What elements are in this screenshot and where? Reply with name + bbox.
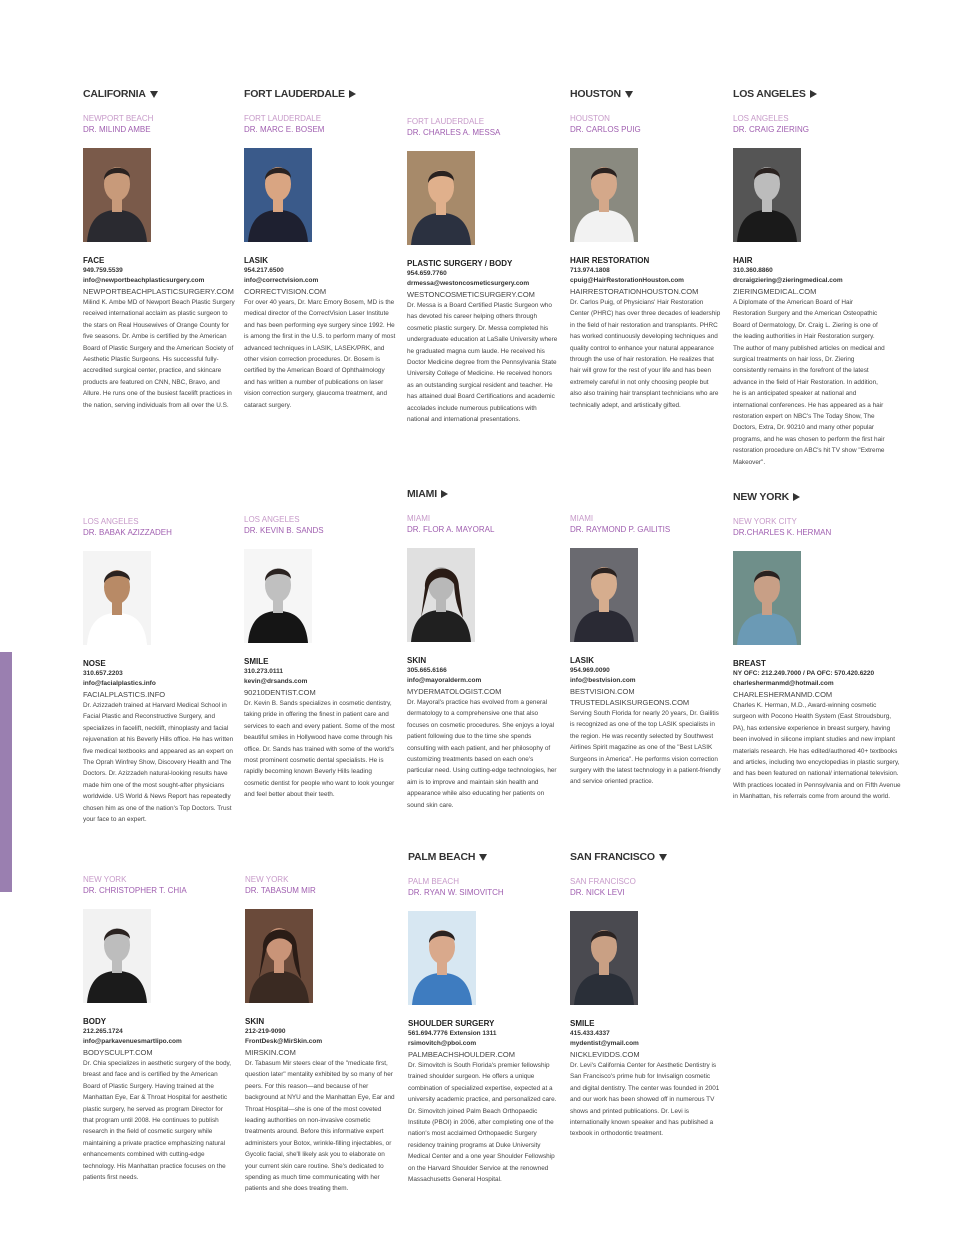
region-heading — [570, 88, 633, 100]
doctor-name: DR. CARLOS PUIG — [570, 125, 641, 134]
doctor-card — [83, 874, 235, 1183]
doctor-name: DR. RYAN W. SIMOVITCH — [408, 888, 504, 897]
phone-number: 212.265.1724 — [83, 1028, 123, 1035]
region-heading — [83, 88, 158, 100]
portrait-image — [408, 911, 476, 1005]
website-link[interactable]: CHARLESHERMANMD.COM — [733, 690, 833, 699]
portrait-image — [83, 551, 151, 645]
doctor-photo — [83, 551, 151, 645]
doctor-bio: Serving South Florida for nearly 20 years, Dr. Gailitis is recognized as one of the top LASIK specialists in the region. He was recently selected by Southwest Airlines Spirit magazine as one of the "Best LASIK Surgeons in America". He performs vision correction surgery with the latest technology in a patient-friendly and service oriented practice. — [570, 710, 721, 786]
city-label: NEW YORK CITY — [733, 517, 797, 526]
email-link[interactable]: info@mayoralderm.com — [407, 677, 482, 684]
doctor-bio: Dr. Carlos Puig, of Physicians' Hair Restoration Center (PHRC) has over three decades of leadership in the field of hair restoration and transplants. PHRC has worked continuously developing techniques and quality control to enhance your natural appearance through the use of hair restoration. He realizes that hair will grow for the rest of your life and has been extremely careful in not only choosing people but also also training hair transplant technicians who are technically adept, and artistically gifted. — [570, 299, 721, 409]
specialty-label: SKIN — [245, 1017, 265, 1026]
specialty-label: SHOULDER SURGERY — [408, 1019, 495, 1028]
website-link[interactable]: PALMBEACHSHOULDER.COM — [408, 1050, 515, 1059]
email-link[interactable]: kevin@drsands.com — [244, 678, 308, 685]
region-heading — [407, 488, 448, 500]
doctor-name: DR. CRAIG ZIERING — [733, 125, 810, 134]
website-link-secondary[interactable]: TRUSTEDLASIKSURGEONS.COM — [570, 698, 690, 707]
doctor-card — [570, 513, 722, 788]
portrait-image — [570, 548, 638, 642]
doctor-bio: Milind K. Ambe MD of Newport Beach Plastic Surgery received international acclaim as plastic surgeon to the stars on Real Housewives of Orange County for five seasons. Dr. Ambe is certified by the American Board of Plastic Surgery and the American Society of Aesthetic Plastic Surgeons. His successful fully-accredited surgical center, practice, and skincare products are featured on CNN, NBC, Bravo, and Allure. He runs one of the busiest facelift practices in the nation, serving individuals from all over the U.S. — [83, 299, 235, 409]
website-link[interactable]: WESTONCOSMETICSURGERY.COM — [407, 290, 535, 299]
doctor-bio: Dr. Simovitch is South Florida's premier fellowship trained shoulder surgeon. He offers a unique combination of specialized expertise, expected at a university academic practice, and personalized care. Dr. Simovitch joined Palm Beach Orthopaedic Institute (PBOI) in 2006, after completing one of the nation's most acclaimed Orthopaedic Surgery residency training programs at Duke University Medical Center and a one year Shoulder Fellowship on the Harvard Shoulder Service at the renowned Massachusetts General Hospital. — [408, 1062, 557, 1184]
doctor-photo — [244, 549, 312, 643]
doctor-photo — [570, 911, 638, 1005]
city-label: NEW YORK — [245, 875, 289, 884]
doctor-bio: Dr. Kevin B. Sands specializes in cosmetic dentistry, taking pride in offering the finest in patient care and services to each and every patient. Some of the most beautiful smiles in Hollywood have come through his office. Dr. Sands has trained with some of the world's most prominent cosmetic dental specialists. He is rapidly becoming known Beverly Hills leading cosmetic dentist for people who want to look younger and feel better about their teeth. — [244, 700, 395, 799]
region-label: NEW YORK — [733, 491, 789, 503]
city-label: NEWPORT BEACH — [83, 114, 154, 123]
website-link[interactable]: BODYSCULPT.COM — [83, 1048, 153, 1057]
doctor-photo — [83, 148, 151, 242]
triangle-right-icon — [793, 493, 800, 501]
portrait-image — [733, 551, 801, 645]
doctor-name: DR. TABASUM MIR — [245, 886, 316, 895]
doctor-name: DR.CHARLES K. HERMAN — [733, 528, 832, 537]
specialty-label: SMILE — [244, 657, 269, 666]
doctor-name: DR. CHARLES A. MESSA — [407, 128, 501, 137]
portrait-image — [83, 148, 151, 242]
doctor-photo — [83, 909, 151, 1003]
city-label: LOS ANGELES — [83, 517, 139, 526]
email-link[interactable]: drmessa@westoncosmeticsurgery.com — [407, 280, 530, 287]
email-link[interactable]: FrontDesk@MirSkin.com — [245, 1038, 323, 1045]
doctor-card — [408, 851, 560, 1185]
website-link[interactable]: BESTVISION.COM — [570, 687, 635, 696]
specialty-label: LASIK — [570, 656, 594, 665]
portrait-image — [733, 148, 801, 242]
email-link[interactable]: rsimovitch@pboi.com — [408, 1040, 477, 1047]
city-label: HOUSTON — [570, 114, 610, 123]
doctor-bio: Dr. Levi's California Center for Aesthetic Dentistry is San Francisco's prime hub for Invisalign cosmetic and digital dentistry. The center was founded in 2001 and our work has been showed off in numerous TV shows and printed publications. Dr. Levi is internationally known speaker and has published a texbook in orthodontic treatment. — [570, 1062, 720, 1138]
triangle-right-icon — [349, 90, 356, 98]
doctor-card — [733, 88, 885, 468]
phone-number: 954.969.0090 — [570, 667, 610, 674]
doctor-bio: Dr. Tabasum Mir steers clear of the "medicate first, question later" mentality exhibited by so many of her peers. For this reason—and because of her background at NYU and the Manhattan Eye, Ear and Throat Hospital—she is one of the most coveted leading authorities on non-invasive cosmetic treatments around. Before this informative expert administers your Botox, wrinkle-filling injectables, or Gycolic facial, she'll likely ask you to elaborate on your current skin care routine. She's dedicated to spending as much time communicating with her patients and she does treating them. — [245, 1060, 395, 1193]
portrait-image — [407, 548, 475, 642]
region-heading — [570, 851, 667, 863]
city-label: FORT LAUDERDALE — [244, 114, 322, 123]
portrait-image — [570, 911, 638, 1005]
region-label: HOUSTON — [570, 88, 621, 100]
triangle-down-icon — [659, 854, 667, 861]
specialty-label: FACE — [83, 256, 105, 265]
doctor-name: DR. MARC E. BOSEM — [244, 125, 325, 134]
region-label: CALIFORNIA — [83, 88, 146, 100]
city-label: LOS ANGELES — [244, 515, 300, 524]
region-label: SAN FRANCISCO — [570, 851, 655, 863]
specialty-label: LASIK — [244, 256, 268, 265]
email-link[interactable]: info@newportbeachplasticsurgery.com — [83, 277, 205, 284]
doctor-card — [244, 514, 396, 801]
phone-number: 212-219-9090 — [245, 1028, 286, 1035]
doctor-card — [83, 88, 235, 411]
doctor-name: DR. FLOR A. MAYORAL — [407, 525, 495, 534]
doctor-photo — [408, 911, 476, 1005]
triangle-down-icon — [625, 91, 633, 98]
city-label: PALM BEACH — [408, 877, 459, 886]
website-link[interactable]: HAIRRESTORATIONHOUSTON.COM — [570, 287, 699, 296]
city-label: MIAMI — [570, 514, 594, 523]
portrait-image — [245, 909, 313, 1003]
city-label: FORT LAUDERDALE — [407, 117, 485, 126]
phone-number: 310.657.2203 — [83, 670, 123, 677]
region-label: FORT LAUDERDALE — [244, 88, 345, 100]
doctor-card — [570, 851, 722, 1140]
doctor-photo — [244, 148, 312, 242]
website-link[interactable]: MIRSKIN.COM — [245, 1048, 296, 1057]
triangle-down-icon — [150, 91, 158, 98]
phone-number: 561.694.7776 Extension 1311 — [408, 1030, 497, 1037]
city-label: LOS ANGELES — [733, 114, 789, 123]
doctor-photo — [407, 151, 475, 245]
doctor-card — [407, 116, 559, 425]
doctor-bio: Charles K. Herman, M.D., Award-winning cosmetic surgeon with Pocono Health System (East Stroudsburg, PA), has extensive experience in breast surgery, having been involved in silicone implant studies and new implant materials research. He has edited/authored 40+ textbooks and articles, including two encyclopedias in plastic surgery, and has been featured on national/ international television. With practices located in Pennsylvania and on Fifth Avenue in Manhattan, his referrals come from around the world. — [733, 702, 901, 801]
phone-number: 415.433.4337 — [570, 1030, 610, 1037]
doctor-card — [733, 491, 901, 803]
doctor-photo — [733, 551, 801, 645]
doctor-name: DR. BABAK AZIZZADEH — [83, 528, 172, 537]
email-link[interactable]: info@parkavenuesmartlipo.com — [83, 1038, 182, 1045]
website-link[interactable]: ZIERINGMEDICAL.COM — [733, 287, 817, 296]
specialty-label: HAIR RESTORATION — [570, 256, 650, 265]
phone-number: 310.360.8860 — [733, 267, 773, 274]
website-link[interactable]: MYDERMATOLOGIST.COM — [407, 687, 502, 696]
specialty-label: BODY — [83, 1017, 107, 1026]
doctor-photo — [407, 548, 475, 642]
specialty-label: PLASTIC SURGERY / BODY — [407, 259, 513, 268]
doctor-name: DR. NICK LEVI — [570, 888, 625, 897]
triangle-right-icon — [810, 90, 817, 98]
website-link[interactable]: CORRECTVISION.COM — [244, 287, 327, 296]
doctor-bio: Dr. Azizzadeh trained at Harvard Medical School in Facial Plastic and Reconstructive Surgery, and specializes in facelift, necklift, rhinoplasty and facial rejuvenation at his Beverly Hills office. He has written five medical textbooks and appeared as an expert on The Oprah Winfrey Show, Discovery Health and The Doctors. Dr. Azizzadeh natural-looking results have made him one of the most sought-after physicians worldwide. US World & News Report has repeatedly chosen him as one of the nation's Top Doctors. Trust your face to an expert. — [83, 702, 234, 824]
doctor-name: DR. KEVIN B. SANDS — [244, 526, 324, 535]
email-link[interactable]: info@correctvision.com — [244, 277, 319, 284]
doctor-card — [244, 88, 396, 411]
specialty-label: SKIN — [407, 656, 427, 665]
portrait-image — [407, 151, 475, 245]
doctor-name: DR. MILIND AMBE — [83, 125, 151, 134]
specialty-label: NOSE — [83, 659, 106, 668]
phone-number: 713.974.1808 — [570, 267, 610, 274]
region-label: LOS ANGELES — [733, 88, 806, 100]
doctor-photo — [733, 148, 801, 242]
doctor-name: DR. RAYMOND P. GAILITIS — [570, 525, 671, 534]
email-link[interactable]: mydentist@ymail.com — [570, 1040, 639, 1047]
email-link[interactable]: info@bestvision.com — [570, 677, 636, 684]
website-link[interactable]: FACIALPLASTICS.INFO — [83, 690, 166, 699]
phone-number: NY OFC: 212.249.7000 / PA OFC: 570.420.6220 — [733, 670, 875, 677]
phone-number: 954.659.7760 — [407, 270, 447, 277]
doctor-card — [245, 874, 397, 1195]
doctor-photo — [570, 148, 638, 242]
specialty-label: SMILE — [570, 1019, 595, 1028]
doctor-bio: Dr. Chia specializes in aesthetic surgery of the body, breast and face and is certified by the American Board of Plastic Surgery. Having trained at the Manhattan Eye, Ear & Throat Hospital for aesthetic plastic surgery, he served as program Director for that program until 2008. He continues to publish research in the field of cosmetic surgery while maintaining a private practice emphasizing natural enhancements combined with cutting-edge technology. His Manhattan practice focuses on the patients first needs. — [83, 1060, 232, 1182]
portrait-image — [570, 148, 638, 242]
website-link[interactable]: NEWPORTBEACHPLASTICSURGERY.COM — [83, 287, 234, 296]
phone-number: 310.273.0111 — [244, 668, 284, 675]
triangle-right-icon — [441, 490, 448, 498]
phone-number: 949.759.5539 — [83, 267, 123, 274]
city-label: SAN FRANCISCO — [570, 877, 636, 886]
region-heading — [244, 88, 356, 100]
region-label: MIAMI — [407, 488, 437, 500]
specialty-label: BREAST — [733, 659, 766, 668]
region-heading — [408, 851, 487, 863]
phone-number: 954.217.6500 — [244, 267, 284, 274]
doctor-bio: Dr. Mayoral's practice has evolved from a general dermatology to a comprehensive one that also focuses on cosmetic procedures. She enjoys a loyal patient following due to the time she spends consulting with each patient, and her philosophy of customizing treatments based on each one's particular need. Using cutting-edge technologies, her aim is to improve and maintain skin health and appearance while also educating her patients on sound skin care. — [407, 699, 557, 809]
triangle-down-icon — [479, 854, 487, 861]
doctor-card — [83, 516, 235, 825]
region-label: PALM BEACH — [408, 851, 476, 863]
website-link[interactable]: NICKLEVIDDS.COM — [570, 1050, 640, 1059]
portrait-image — [83, 909, 151, 1003]
region-heading — [733, 88, 817, 100]
doctor-bio: Dr. Messa is a Board Certified Plastic Surgeon who has devoted his career helping others through cosmetic plastic surgery. Dr. Messa completed his undergraduate education at LaSalle University where he graduated magna cum laude. He received his Doctor Medicine degree from the Pennsylvania State University College of Medicine. He received honors as an outstanding surgical resident and teacher. He has attained dual Board Certifications and academic accolades include numerous publications with national and international presentations. — [407, 302, 558, 424]
phone-number: 305.665.6166 — [407, 667, 447, 674]
specialty-label: HAIR — [733, 256, 753, 265]
side-accent-bar — [0, 652, 12, 892]
website-link[interactable]: 90210DENTIST.COM — [244, 688, 316, 697]
doctor-card — [570, 88, 722, 411]
email-link[interactable]: cpuig@HairRestorationHouston.com — [570, 277, 684, 284]
city-label: NEW YORK — [83, 875, 127, 884]
doctor-bio: A Diplomate of the American Board of Hair Restoration Surgery and the American Osteopathic Board of Dermatology, Dr. Craig L. Ziering is one of the leading authorities in Hair Restoration surgery. The author of many published articles on medical and surgical treatments on hair loss, Dr. Ziering consistently remains in the forefront of the latest advance in the field of Hair Restoration. In addition, he is an anticipated speaker at national and international conferences. He has appeared as a hair restoration expert on NBC's The Today Show, The Doctors, Extra, Dr. 90210 and many other popular programs, and he was chosen to perform the first hair restoration procedure on ABC's hit TV show "Extreme Makeover". — [733, 299, 885, 466]
city-label: MIAMI — [407, 514, 431, 523]
doctor-name: DR. CHRISTOPHER T. CHIA — [83, 886, 187, 895]
email-link[interactable]: info@facialplastics.info — [83, 680, 156, 687]
email-link[interactable]: drcraigziering@zieringmedical.com — [733, 277, 843, 284]
portrait-image — [244, 148, 312, 242]
email-link[interactable]: charleshermanmd@hotmail.com — [733, 680, 834, 687]
doctor-card — [407, 488, 559, 811]
portrait-image — [244, 549, 312, 643]
region-heading — [733, 491, 800, 503]
doctor-bio: For over 40 years, Dr. Marc Emory Bosem, MD is the medical director of the CorrectVision Laser Institute and has been performing eye surgery since 1992. He is among the first in the U.S. to perform many of most advanced techniques in LASIK, LASEK/PRK, and other vision correction procedures. Dr. Bosem is certified by the American Board of Ophthalmology and has written a number of publications on laser vision correction surgery, glaucoma treatment, and cataract surgery. — [244, 299, 396, 409]
doctor-photo — [570, 548, 638, 642]
doctor-photo — [245, 909, 313, 1003]
